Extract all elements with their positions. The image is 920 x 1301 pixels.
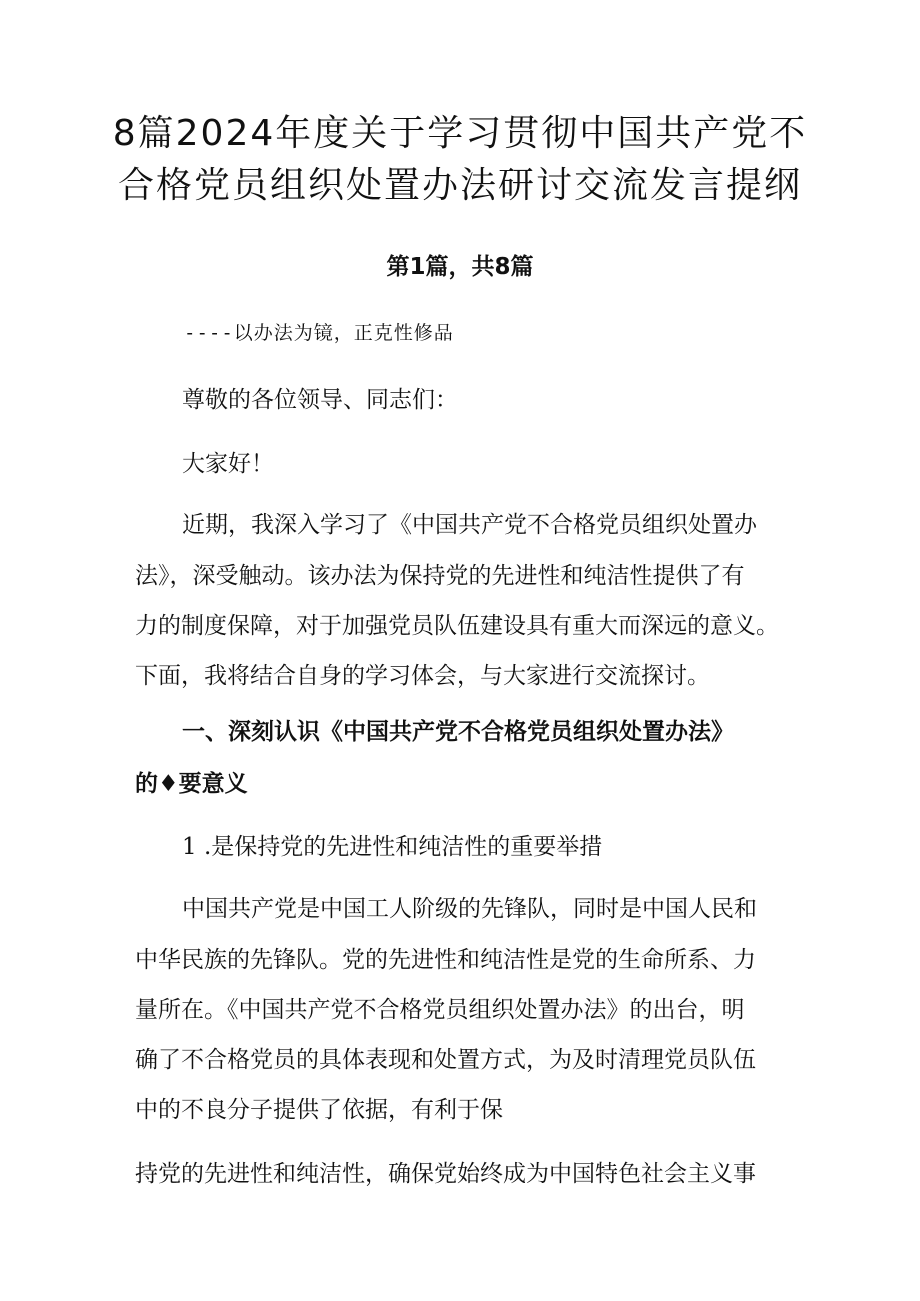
part-indicator: 第1篇，共8篇 (386, 254, 534, 280)
title-line-2: 合格党员组织处置办法研讨交流发言提纲 (117, 165, 802, 206)
intro-line-1: 近期，我深入学习了《中国共产党不合格党员组织处置办 (182, 512, 757, 538)
salutation: 尊敬的各位领导、同志们： (182, 387, 458, 413)
para1-line-3: 量所在。《中国共产党不合格党员组织处置办法》的出台，明 (135, 997, 745, 1023)
section-heading-line-2: 的♦要意义 (135, 771, 248, 797)
title-line-1: 8篇2024年度关于学习贯彻中国共产党不 (112, 113, 808, 154)
motto: ----以办法为镜，正克性修品 (184, 322, 454, 344)
para1-line-5: 中的不良分子提供了依据，有利于保 (135, 1097, 503, 1123)
para1-line-1: 中国共产党是中国工人阶级的先锋队，同时是中国人民和 (182, 896, 757, 922)
greeting: 大家好！ (182, 451, 274, 477)
intro-line-2: 法》，深受触动。该办法为保持党的先进性和纯洁性提供了有 (135, 563, 745, 589)
subheading-1: 1 .是保持党的先进性和纯洁性的重要举措 (182, 834, 603, 860)
intro-line-4: 下面，我将结合自身的学习体会，与大家进行交流探讨。 (135, 663, 710, 689)
document-title (100, 108, 820, 212)
intro-line-3: 力的制度保障，对于加强党员队伍建设具有重大而深远的意义。 (135, 613, 779, 639)
para1-continued: 持党的先进性和纯洁性，确保党始终成为中国特色社会主义事 (135, 1161, 756, 1187)
para1-line-4: 确了不合格党员的具体表现和处置方式，为及时清理党员队伍 (135, 1047, 756, 1073)
section-heading-line-1: 一、深刻认识《中国共产党不合格党员组织处置办法》 (182, 719, 734, 745)
para1-line-2: 中华民族的先锋队。党的先进性和纯洁性是党的生命所系、力 (135, 947, 756, 973)
